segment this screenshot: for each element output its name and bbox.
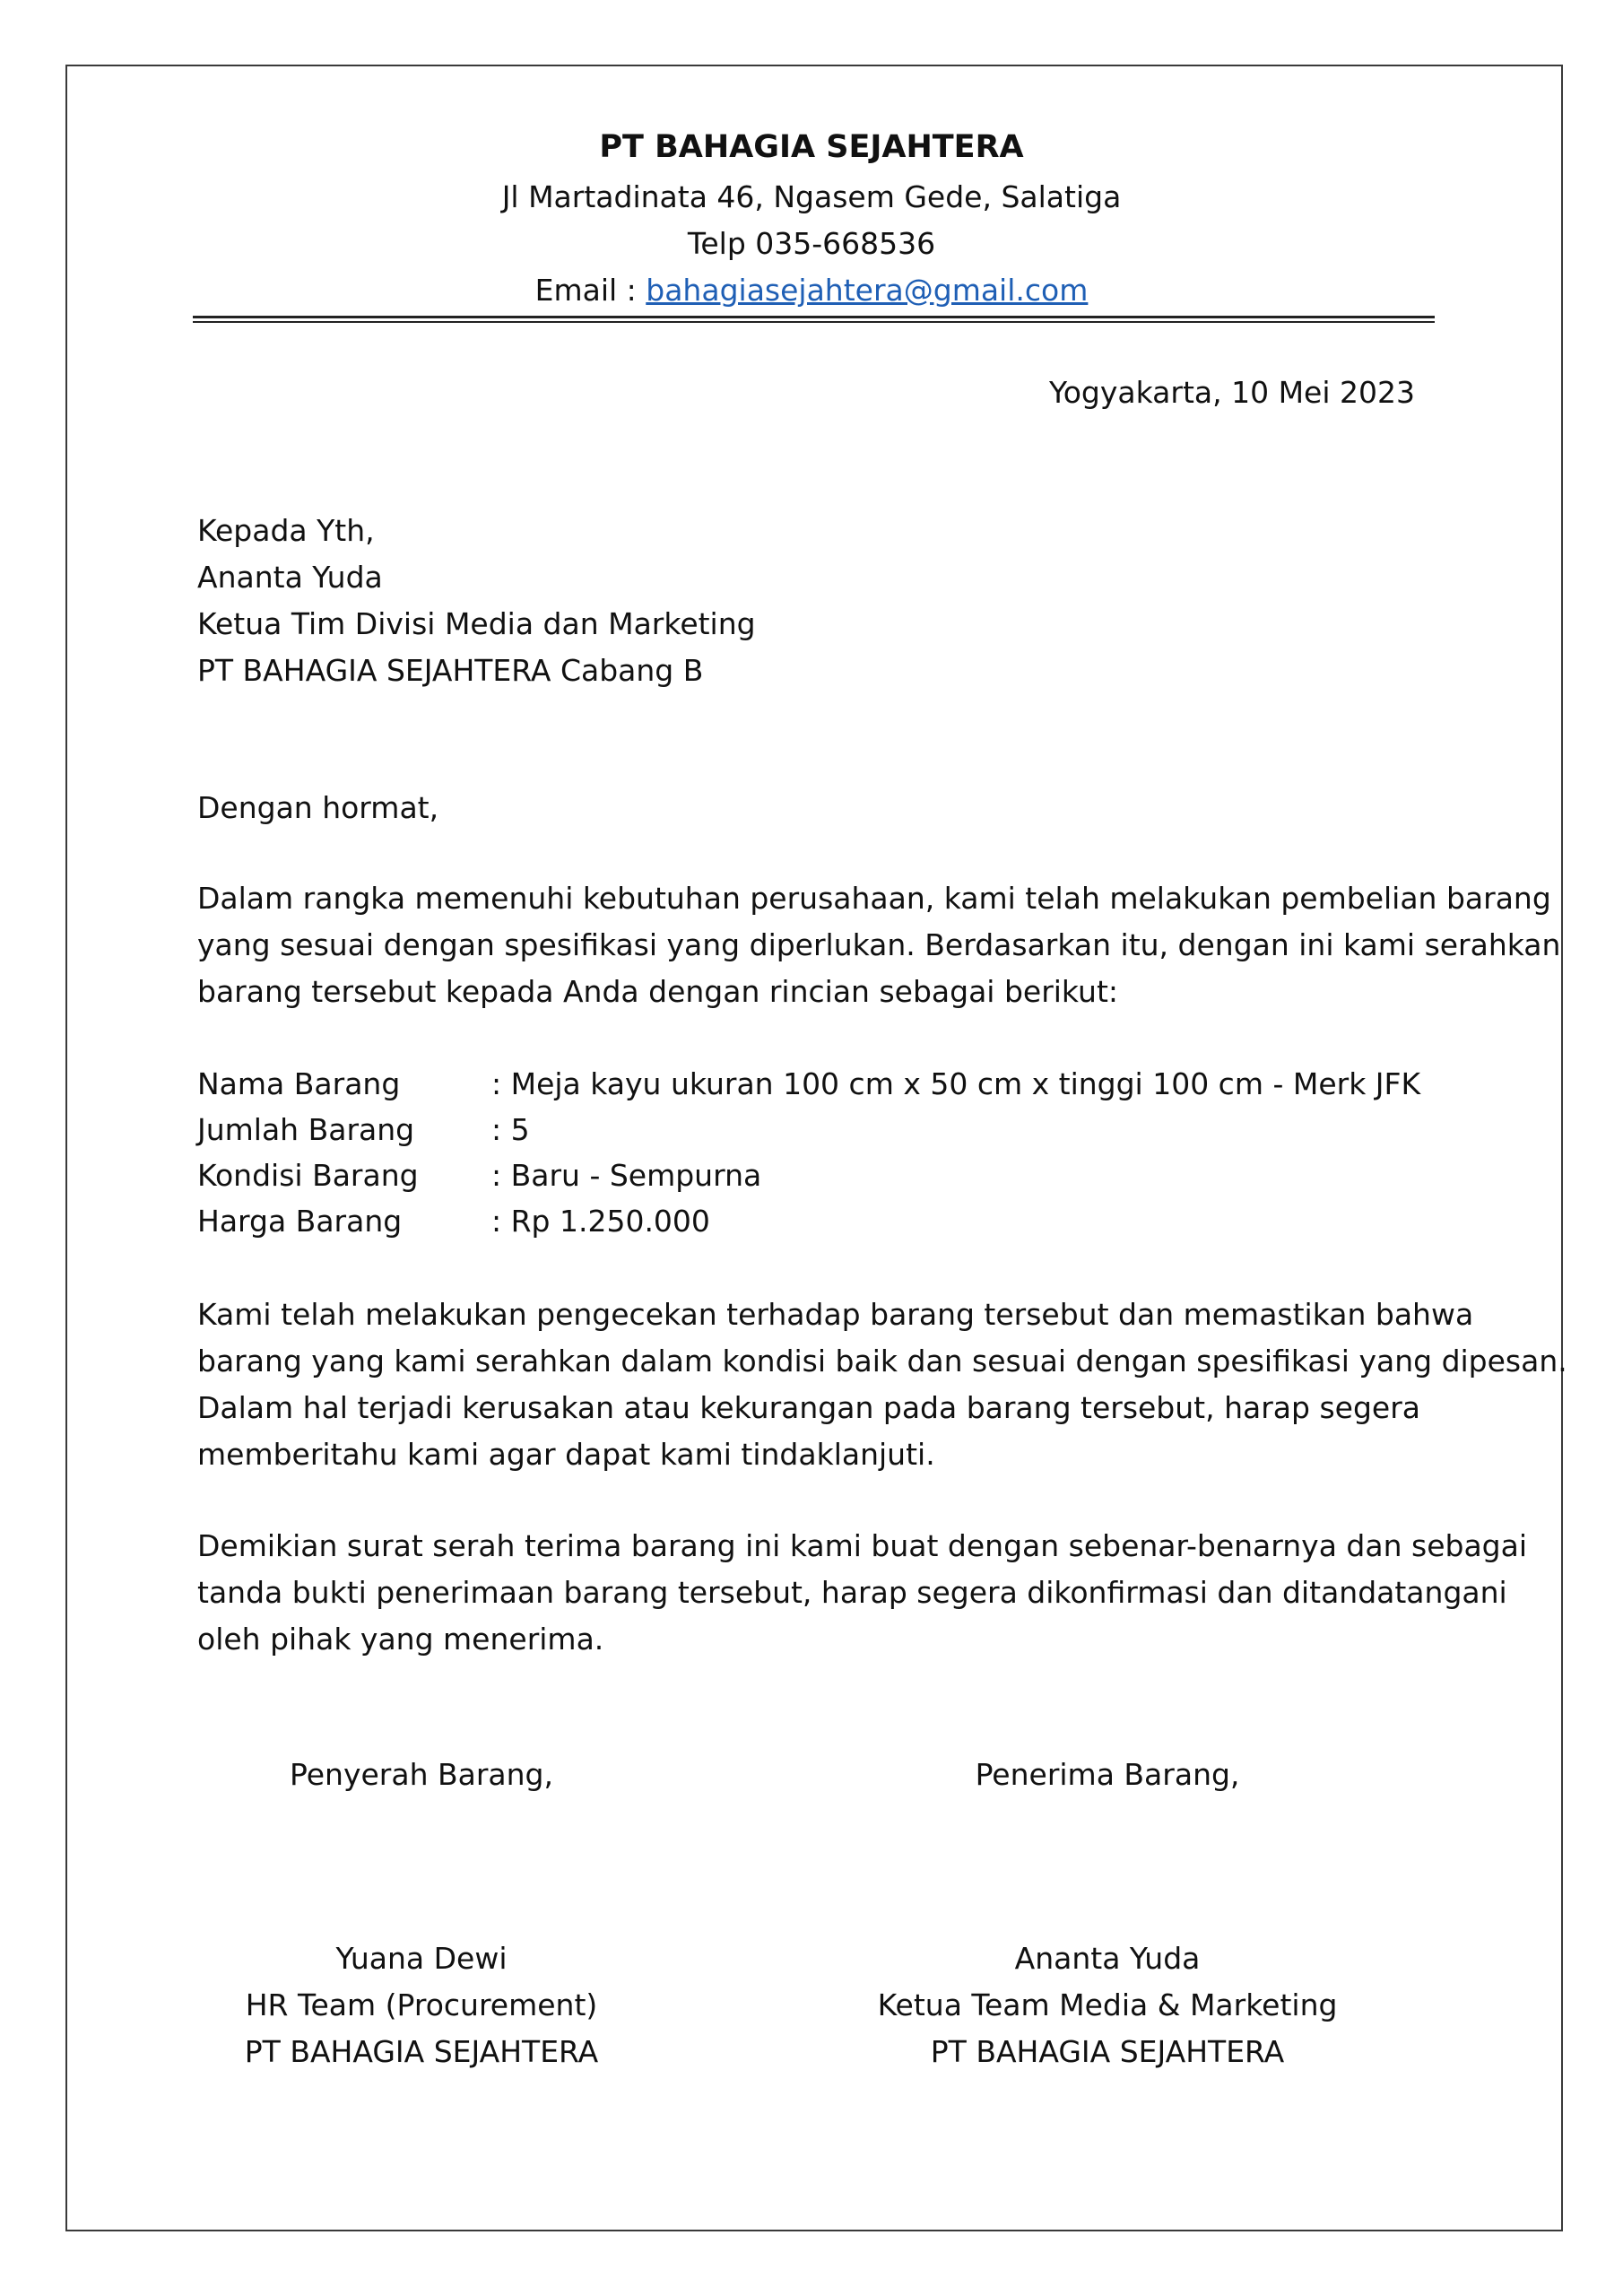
paragraph1-line: barang tersebut kepada Anda dengan rincian sebagai berikut:: [197, 974, 1118, 1009]
paragraph3-line: Demikian surat serah terima barang ini kami buat dengan sebenar-benarnya dan sebagai: [197, 1528, 1528, 1563]
detail-label-nama: Nama Barang: [197, 1066, 401, 1101]
recipient-name: Ananta Yuda: [197, 560, 383, 595]
paragraph3-line: tanda bukti penerimaan barang tersebut, harap segera dikonfirmasi dan ditandatangani: [197, 1575, 1507, 1610]
paragraph1-line: yang sesuai dengan spesifikasi yang diperlukan. Berdasarkan itu, dengan ini kami serahkan: [197, 927, 1561, 962]
detail-value-nama: : Meja kayu ukuran 100 cm x 50 cm x tinggi 100 cm - Merk JFK: [491, 1066, 1421, 1101]
detail-value-kondisi: : Baru - Sempurna: [491, 1158, 762, 1193]
recipient-salutation: Kepada Yth,: [197, 513, 375, 548]
paragraph2-line: barang yang kami serahkan dalam kondisi baik dan sesuai dengan spesifikasi yang dipesan.: [197, 1344, 1567, 1378]
receiver-company: PT BAHAGIA SEJAHTERA: [930, 2034, 1285, 2069]
recipient-position: Ketua Tim Divisi Media dan Marketing: [197, 606, 756, 641]
company-name: PT BAHAGIA SEJAHTERA: [599, 129, 1024, 165]
detail-label-kondisi: Kondisi Barang: [197, 1158, 419, 1193]
company-address: Jl Martadinata 46, Ngasem Gede, Salatiga: [501, 179, 1122, 214]
detail-value-jumlah: : 5: [491, 1112, 530, 1147]
giver-company: PT BAHAGIA SEJAHTERA: [244, 2034, 599, 2069]
header-rule-top: [193, 316, 1435, 318]
header-rule-bottom: [193, 321, 1435, 323]
email-label: Email :: [534, 273, 647, 308]
paragraph3-line: oleh pihak yang menerima.: [197, 1622, 604, 1657]
detail-label-jumlah: Jumlah Barang: [197, 1112, 415, 1147]
giver-role: HR Team (Procurement): [245, 1987, 598, 2022]
paragraph2-line: Dalam hal terjadi kerusakan atau kekurangan pada barang tersebut, harap segera: [197, 1390, 1420, 1425]
recipient-company: PT BAHAGIA SEJAHTERA Cabang B: [197, 653, 704, 688]
detail-label-harga: Harga Barang: [197, 1204, 403, 1239]
detail-value-harga: : Rp 1.250.000: [491, 1204, 710, 1239]
paragraph2-line: memberitahu kami agar dapat kami tindaklanjuti.: [197, 1437, 935, 1472]
receiver-role: Ketua Team Media & Marketing: [877, 1987, 1338, 2022]
company-phone: Telp 035-668536: [687, 226, 936, 261]
paragraph2-line: Kami telah melakukan pengecekan terhadap barang tersebut dan memastikan bahwa: [197, 1297, 1474, 1332]
giver-name: Yuana Dewi: [335, 1941, 508, 1976]
letter-date: Yogyakarta, 10 Mei 2023: [1048, 375, 1415, 410]
paragraph1-line: Dalam rangka memenuhi kebutuhan perusahaan, kami telah melakukan pembelian barang: [197, 881, 1551, 916]
company-email-line: [0, 267, 1623, 314]
receiver-name: Ananta Yuda: [1014, 1941, 1201, 1976]
greeting: Dengan hormat,: [197, 790, 439, 825]
email-link[interactable]: bahagiasejahtera@gmail.com: [646, 273, 1089, 308]
receiver-title: Penerima Barang,: [975, 1757, 1240, 1792]
giver-title: Penyerah Barang,: [290, 1757, 553, 1792]
